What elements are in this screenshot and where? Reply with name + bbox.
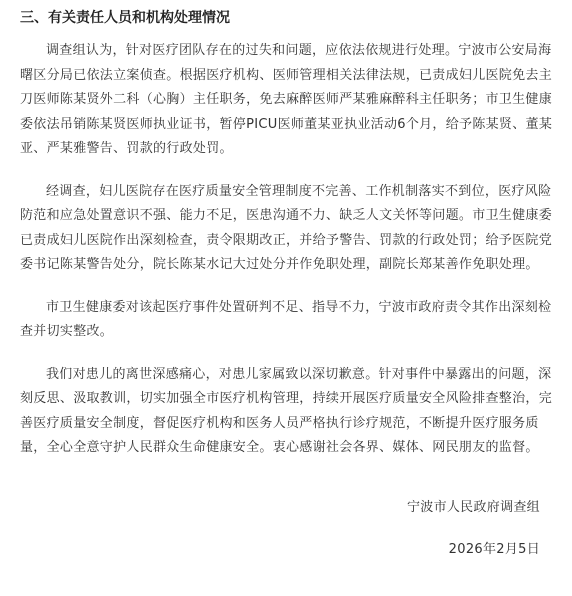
signature-date: 2026年2月5日 bbox=[448, 542, 540, 557]
paragraph-apology: 我们对患儿的离世深感痛心，对患儿家属致以深切歉意。针对事件中暴露出的问题，深刻反思、汲取教训，切实加强全市医疗机构管理，持续开展医疗质量安全风险排查整治，完善医疗质量安全制度，督促医疗机构和医务人员严格执行诊疗规范，不断提升医疗服务质量，全心全意守护人民群众生命健康安全。衷心感谢社会各界、媒体、网民朋友的监督。 bbox=[20, 366, 553, 455]
signature-organization: 宁波市人民政府调查组 bbox=[406, 500, 540, 515]
paragraph-handling-health-commission: 市卫生健康委对该起医疗事件处置研判不足、指导不力，宁波市政府责令其作出深刻检查并切实整改。 bbox=[20, 299, 552, 339]
paragraph-handling-hospital: 经调查，妇儿医院存在医疗质量安全管理制度不完善、工作机制落实不到位，医疗风险防范和应急处置意识不强、能力不足，医患沟通不力、缺乏人文关怀等问题。市卫生健康委已责成妇儿医院作出深刻检查，责令限期改正，并给予警告、罚款的行政处罚；给予医院党委书记陈某警告处分，院长陈某水记大过处分并作免职处理，副院长郑某善作免职处理。 bbox=[20, 183, 553, 272]
section-heading: 三、有关责任人员和机构处理情况 bbox=[20, 10, 230, 26]
paragraph-handling-individuals: 调查组认为，针对医疗团队存在的过失和问题，应依法依规进行处理。宁波市公安局海曙区分局已依法立案侦查。根据医疗机构、医师管理相关法律法规，已责成妇儿医院免去主刀医师陈某贤外二科（心胸）主任职务，免去麻醉医师严某雅麻醉科主任职务；市卫生健康委依法吊销陈某贤医师执业证书，暂停PICU医师董某亚执业活动6个月，给予陈某贤、董某亚、严某雅警告、罚款的行政处罚。 bbox=[20, 43, 553, 156]
